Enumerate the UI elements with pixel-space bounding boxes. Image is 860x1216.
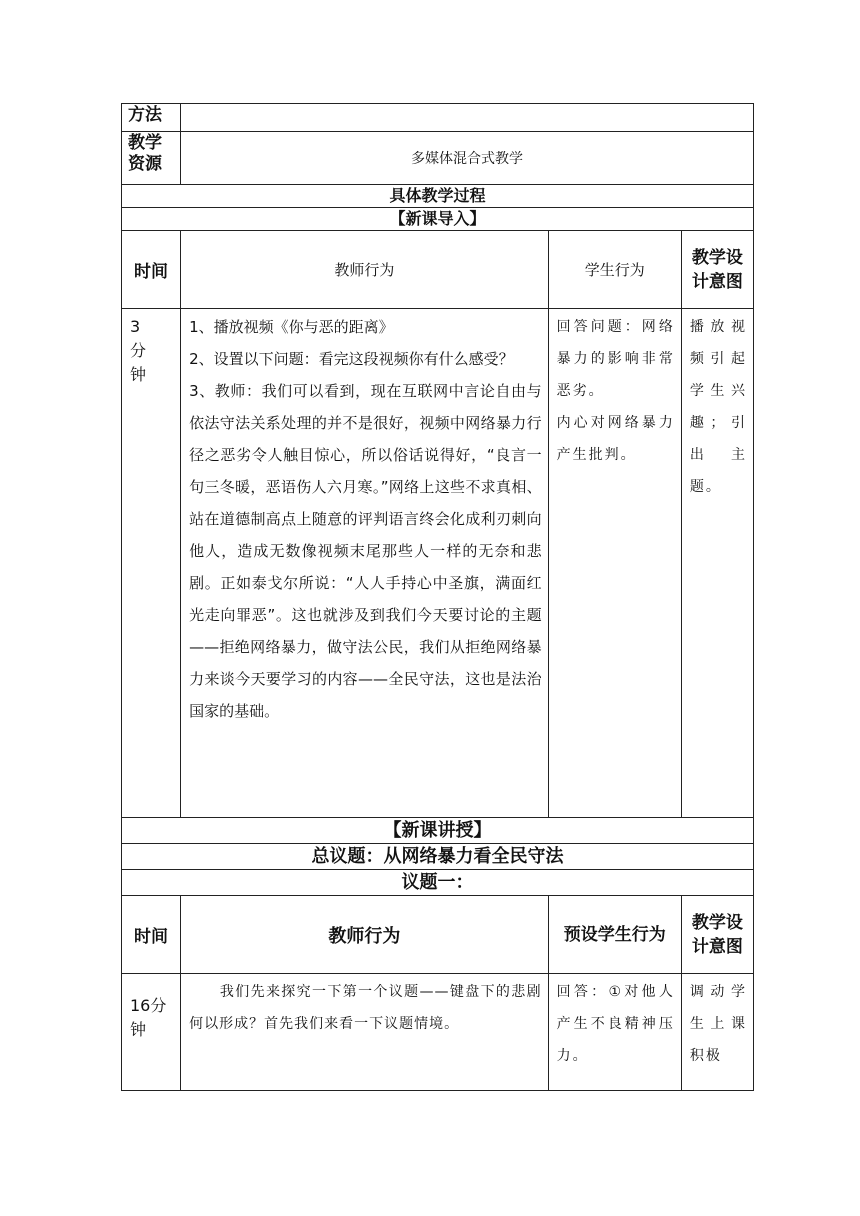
intro-student-line-2: 内心对网络暴力产生批判。 [556,415,675,463]
lecture-header-teacher: 教师行为 [181,896,549,974]
intro-heading-row [122,208,754,231]
lecture-header-row [122,896,754,974]
intro-teacher-line-2: 2、设置以下问题：看完这段视频你有什么感受？ [189,350,514,368]
method-label: 方法 [122,104,181,132]
intro-teacher-line-3: 3、教师：我们可以看到，现在互联网中言论自由与依法守法关系处理的并不是很好，视频中网络暴力行径之恶劣令人触目惊心，所以俗话说得好，“良言一句三冬暖，恶语伤人六月寒。”网络上这些不求真相、站在道德制高点上随意的评判语言终会化成利刃刺向他人，造成无数像视频末尾那些人一样的无奈和悲剧。正如泰戈尔所说：“人人手持心中圣旗，满面红光走向罪恶”。这也就涉及到我们今天要讨论的主题——拒绝网络暴力，做守法公民，我们从拒绝网络暴力来谈今天要学习的内容——全民守法，这也是法治国家的基础。 [189,382,542,720]
intro-header-intent: 教学设计意图 [681,231,753,309]
resource-row [122,132,754,185]
lecture-intent: 调动学生上课积极 [681,974,753,1091]
intro-header-time: 时间 [122,231,181,309]
lecture-teacher: 我们先来探究一下第一个议题——键盘下的悲剧何以形成？首先我们来看一下议题情境。 [181,974,549,1091]
intro-header-student: 学生行为 [548,231,681,309]
intro-header-row [122,231,754,309]
lecture-header-student: 预设学生行为 [548,896,681,974]
lecture-content-row [122,974,754,1091]
lecture-student: 回答：①对他人产生不良精神压力。 [548,974,681,1091]
resource-label: 教学资源 [122,132,181,185]
lecture-time: 16分钟 [122,974,181,1091]
intro-student-cell [548,309,681,818]
intro-teacher-cell [181,309,549,818]
process-heading: 具体教学过程 [122,185,754,208]
method-row [122,104,754,132]
intro-time: 3 分钟 [122,309,181,818]
method-value [181,104,754,132]
topic-one: 议题一： [122,870,754,896]
topic-one-row [122,870,754,896]
intro-intent: 播放视频引起学生兴趣；引出主题。 [681,309,753,818]
lecture-header-time: 时间 [122,896,181,974]
intro-heading: 【新课导入】 [122,208,754,231]
main-topic-row [122,844,754,870]
resource-value: 多媒体混合式教学 [181,132,754,185]
lecture-heading: 【新课讲授】 [122,818,754,844]
lecture-heading-row [122,818,754,844]
intro-content-row [122,309,754,818]
lesson-plan-table [121,103,754,1091]
intro-teacher-line-1: 1、播放视频《你与恶的距离》 [189,318,394,336]
lecture-header-intent: 教学设计意图 [681,896,753,974]
intro-header-teacher: 教师行为 [181,231,549,309]
intro-student-line-1: 回答问题：网络暴力的影响非常恶劣。 [556,319,675,399]
process-heading-row [122,185,754,208]
main-topic: 总议题：从网络暴力看全民守法 [122,844,754,870]
